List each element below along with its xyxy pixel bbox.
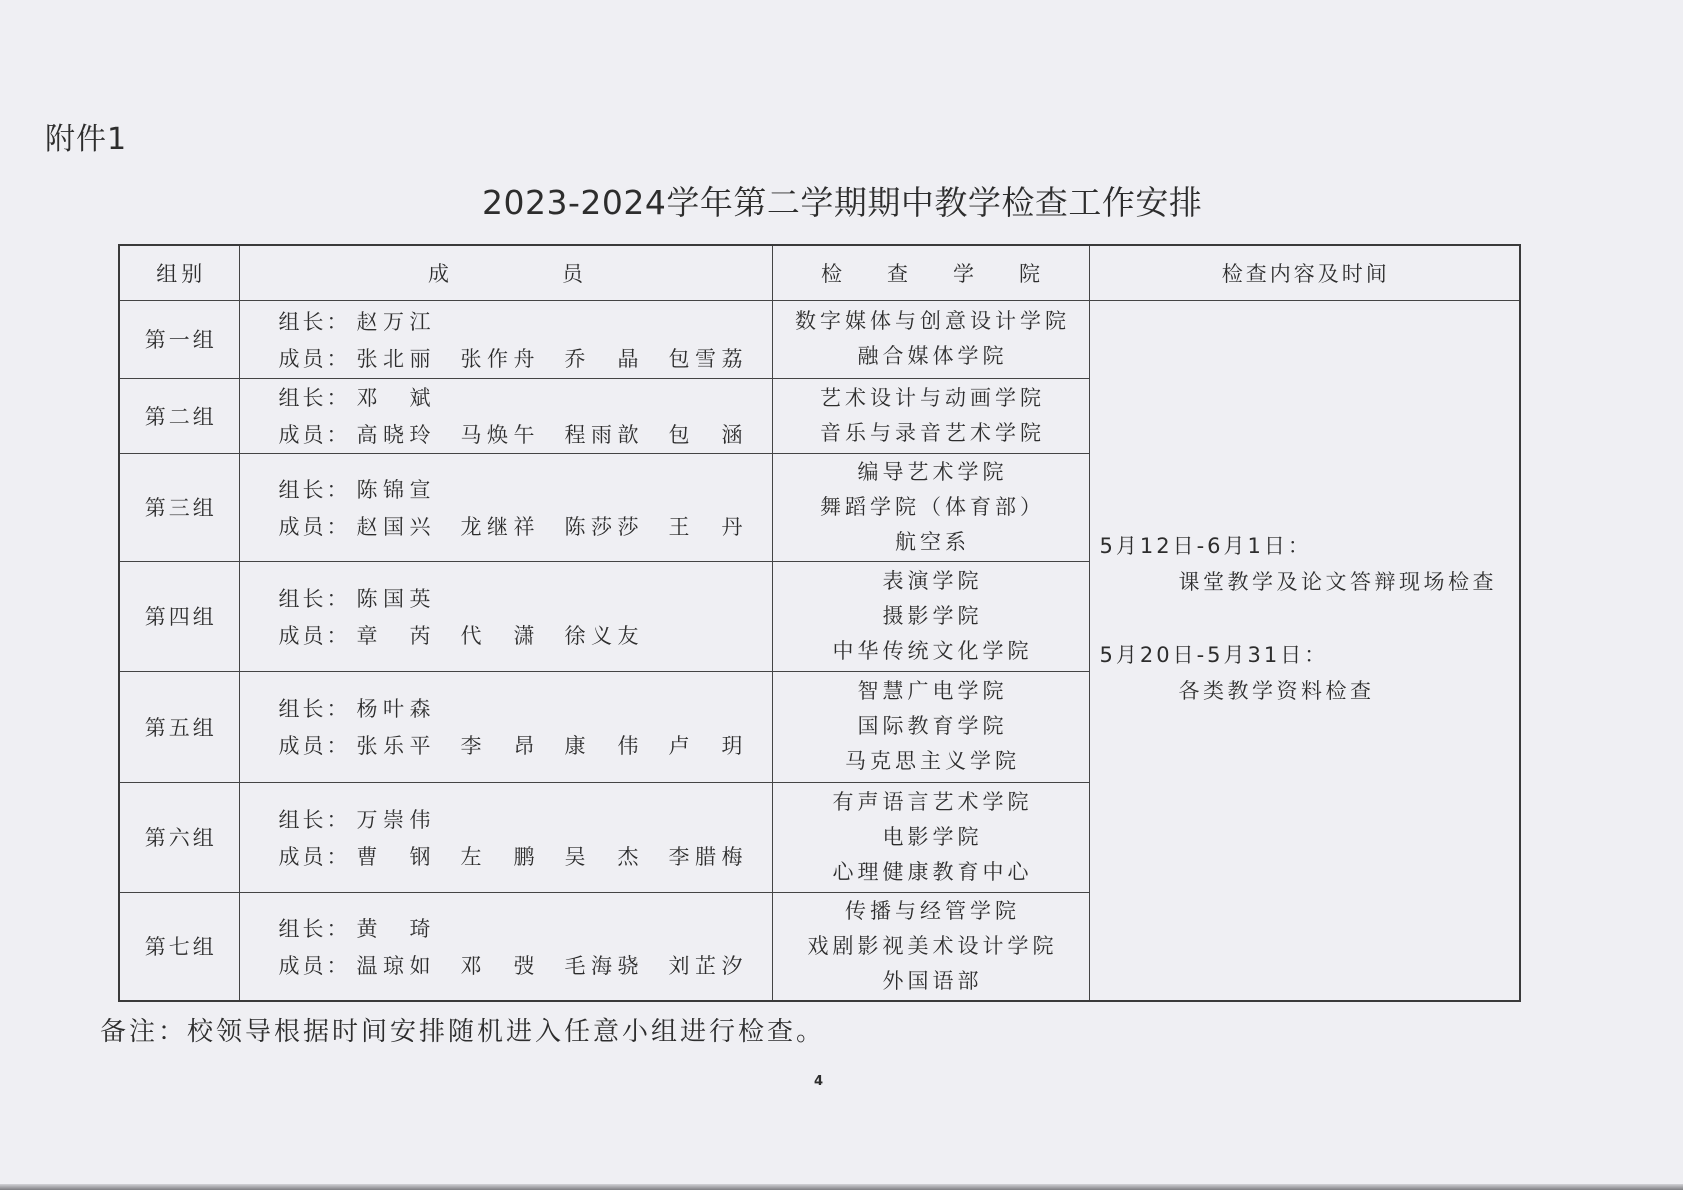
- inspection-schedule-table: [118, 244, 1521, 1002]
- group-members-cell: [239, 378, 772, 453]
- member-name: 刘芷汐: [668, 953, 743, 978]
- members-line: [279, 727, 772, 764]
- group-colleges-cell: [772, 378, 1089, 453]
- schedule-task: 课堂教学及论文答辩现场检查: [1178, 569, 1497, 594]
- members-line: [279, 837, 772, 874]
- college-name: 融合媒体学院: [857, 344, 1008, 368]
- members-line: [279, 507, 772, 544]
- leader-line: [279, 800, 772, 837]
- leader-line: [279, 302, 772, 339]
- college-name: 艺术设计与动画学院: [820, 385, 1045, 410]
- members-label: 成员：: [278, 623, 351, 648]
- group-name: 第七组: [119, 892, 239, 1001]
- college-name: 中华传统文化学院: [832, 638, 1033, 663]
- group-colleges-cell: [772, 300, 1089, 378]
- member-name: 陈莎莎: [564, 514, 639, 539]
- member-name: 赵国兴: [356, 514, 431, 539]
- member-name: 代 潇: [460, 623, 535, 648]
- members-label: 成员：: [278, 346, 351, 371]
- schedule-period: 5月12日-6月1日：: [1099, 533, 1312, 558]
- leader-label: 组长：: [278, 697, 351, 721]
- members-label: 成员：: [278, 514, 351, 539]
- table-header-row: [119, 245, 1520, 300]
- group-colleges-cell: [772, 782, 1089, 892]
- member-name: 包 涵: [668, 423, 743, 447]
- group-colleges-cell: [772, 453, 1089, 561]
- college-name: 舞蹈学院（体育部）: [820, 494, 1045, 519]
- leader-name: 赵万江: [356, 309, 431, 334]
- schedule-cell: [1089, 300, 1520, 1001]
- college-name: 数字媒体与创意设计学院: [795, 309, 1070, 333]
- members-line: [279, 616, 772, 653]
- member-name: 卢 玥: [668, 734, 743, 758]
- header-group: 组别: [119, 245, 239, 300]
- member-name: 张乐平: [356, 734, 431, 758]
- leader-label: 组长：: [278, 807, 351, 832]
- college-name: 有声语言艺术学院: [832, 789, 1033, 814]
- schedule-period: 5月20日-5月31日：: [1099, 642, 1329, 667]
- leader-name: 万崇伟: [356, 807, 431, 832]
- college-name: 马克思主义学院: [845, 749, 1020, 773]
- leader-label: 组长：: [278, 916, 351, 941]
- leader-line: [279, 379, 772, 416]
- member-name: 毛海骁: [564, 953, 639, 978]
- college-name: 传播与经管学院: [845, 898, 1020, 923]
- college-name: 电影学院: [882, 824, 983, 849]
- college-name: 戏剧影视美术设计学院: [807, 933, 1058, 958]
- member-name: 吴 杰: [564, 844, 639, 869]
- group-name: 第一组: [119, 300, 239, 378]
- group-members-cell: [239, 671, 772, 782]
- member-name: 张北丽: [356, 346, 431, 371]
- header-content-time: 检查内容及时间: [1089, 245, 1520, 300]
- college-name: 摄影学院: [882, 603, 983, 628]
- member-name: 龙继祥: [460, 514, 535, 539]
- group-name: 第五组: [119, 671, 239, 782]
- members-label: 成员：: [278, 734, 351, 758]
- leader-line: [279, 579, 772, 616]
- member-name: 王 丹: [668, 514, 743, 539]
- leader-name: 邓 斌: [356, 386, 431, 410]
- leader-line: [279, 470, 772, 507]
- attachment-label: 附件1: [45, 122, 128, 157]
- schedule-task: 各类教学资料检查: [1178, 678, 1375, 703]
- group-members-cell: [239, 782, 772, 892]
- leader-label: 组长：: [278, 477, 351, 502]
- group-colleges-cell: [772, 671, 1089, 782]
- leader-label: 组长：: [278, 309, 351, 334]
- college-name: 心理健康教育中心: [832, 859, 1033, 884]
- member-name: 章 芮: [356, 623, 431, 648]
- page-number: 4: [814, 1074, 824, 1089]
- members-line: [279, 416, 772, 453]
- member-name: 温琼如: [356, 953, 431, 978]
- group-members-cell: [239, 453, 772, 561]
- scan-bottom-edge: [0, 1184, 1683, 1190]
- group-members-cell: [239, 561, 772, 671]
- member-name: 马焕午: [460, 423, 535, 447]
- members-line: [279, 339, 772, 376]
- header-members: 成员: [239, 245, 772, 300]
- member-name: 程雨歆: [564, 423, 639, 447]
- group-members-cell: [239, 892, 772, 1001]
- group-colleges-cell: [772, 892, 1089, 1001]
- members-label: 成员：: [278, 953, 351, 978]
- leader-line: [279, 909, 772, 946]
- group-name: 第六组: [119, 782, 239, 892]
- leader-name: 黄 琦: [356, 916, 431, 941]
- leader-name: 陈锦宣: [356, 477, 431, 502]
- table-row: [119, 300, 1520, 378]
- college-name: 国际教育学院: [857, 714, 1008, 738]
- college-name: 编导艺术学院: [857, 459, 1008, 484]
- group-members-cell: [239, 300, 772, 378]
- college-name: 航空系: [895, 529, 970, 554]
- members-label: 成员：: [278, 423, 351, 447]
- college-name: 表演学院: [882, 568, 983, 593]
- member-name: 李腊梅: [668, 844, 743, 869]
- group-name: 第二组: [119, 378, 239, 453]
- member-name: 康 伟: [564, 734, 639, 758]
- leader-name: 杨叶森: [356, 697, 431, 721]
- member-name: 曹 钢: [356, 844, 431, 869]
- leader-name: 陈国英: [356, 586, 431, 611]
- leader-line: [279, 690, 772, 727]
- college-name: 外国语部: [882, 968, 983, 993]
- remark-note: 备注：校领导根据时间安排随机进入任意小组进行检查。: [100, 1017, 826, 1047]
- header-colleges: 检查学院: [772, 245, 1089, 300]
- members-line: [279, 946, 772, 983]
- leader-label: 组长：: [278, 386, 351, 410]
- member-name: 包雪荔: [668, 346, 743, 371]
- member-name: 李 昂: [460, 734, 535, 758]
- member-name: 乔 晶: [564, 346, 639, 371]
- member-name: 张作舟: [460, 346, 535, 371]
- member-name: 左 鹏: [460, 844, 535, 869]
- group-name: 第四组: [119, 561, 239, 671]
- member-name: 高晓玲: [356, 423, 431, 447]
- group-colleges-cell: [772, 561, 1089, 671]
- members-label: 成员：: [278, 844, 351, 869]
- leader-label: 组长：: [278, 586, 351, 611]
- college-name: 智慧广电学院: [857, 679, 1008, 703]
- group-name: 第三组: [119, 453, 239, 561]
- member-name: 徐义友: [564, 623, 639, 648]
- document-title: 2023-2024学年第二学期期中教学检查工作安排: [482, 183, 1203, 222]
- college-name: 音乐与录音艺术学院: [820, 420, 1045, 445]
- member-name: 邓 弢: [460, 953, 535, 978]
